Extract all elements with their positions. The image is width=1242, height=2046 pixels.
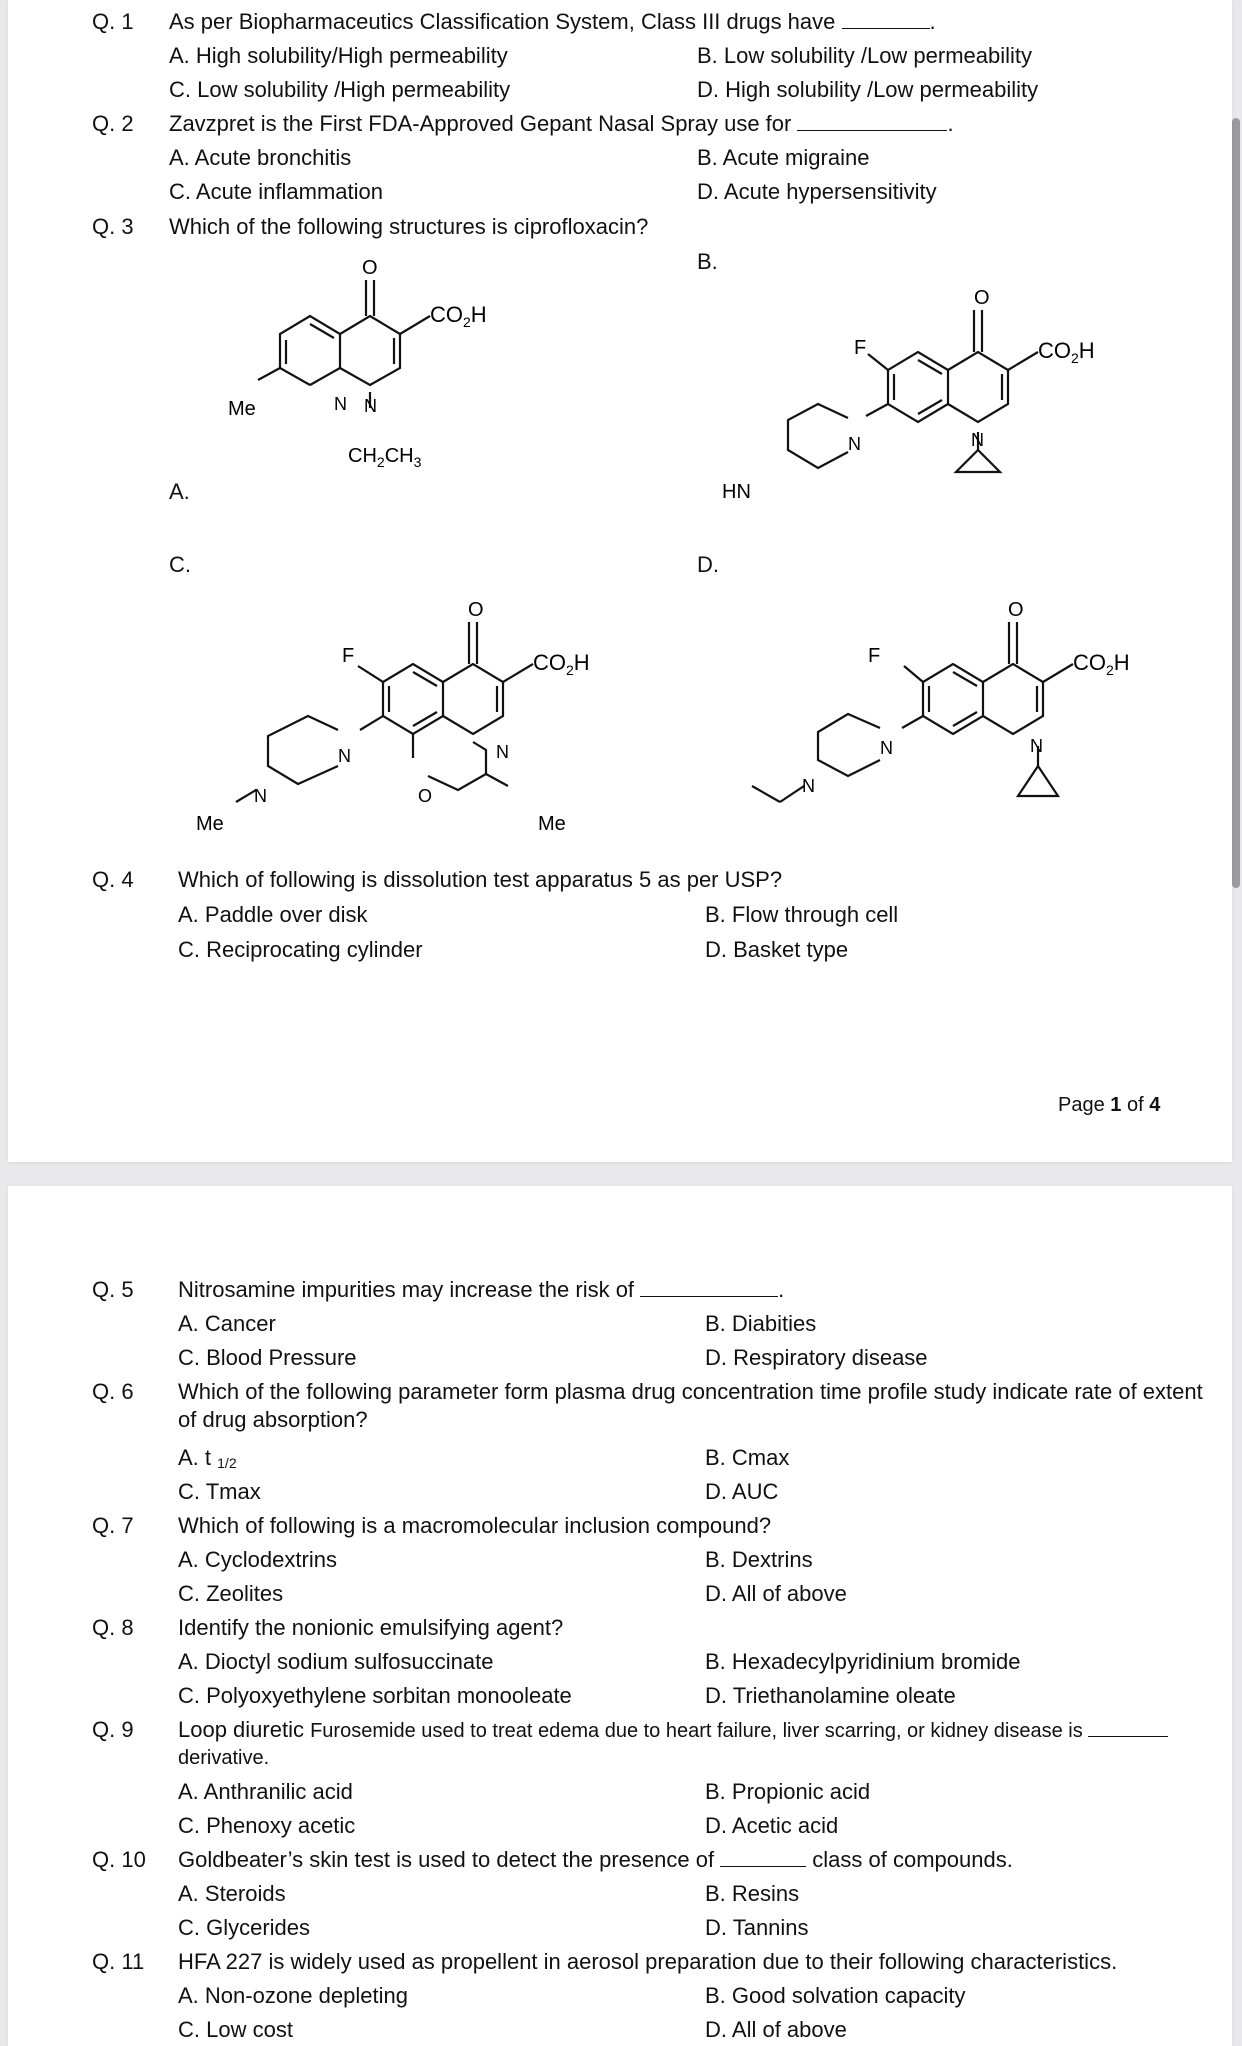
q6-option-a: A. t $_{1/2}$ — [178, 1445, 237, 1471]
q7-text: Which of following is a macromolecular inclusion compound? — [178, 1513, 772, 1538]
q4-option-d: D. Basket type — [705, 937, 849, 962]
q3-text: Which of the following structures is ciprofloxacin? — [169, 214, 649, 239]
b-fluorine: F — [854, 337, 867, 359]
q2-text: Zavzpret is the First FDA-Approved Gepant Nasal Spray use for . — [169, 111, 954, 136]
q10-option-b: B. Resins — [705, 1881, 800, 1906]
page-1 — [8, 0, 1232, 1162]
q10-option-d: D. Tannins — [705, 1915, 809, 1940]
q3-option-d-label: D. — [697, 552, 719, 577]
a-ethyl: $CH_2CH_3$ — [348, 445, 422, 470]
q10-option-c: C. Glycerides — [178, 1915, 311, 1940]
q2-option-b: B. Acute migraine — [697, 145, 870, 170]
q8-option-d: D. Triethanolamine oleate — [705, 1683, 956, 1708]
page-2 — [8, 1186, 1232, 2046]
q8-option-b: B. Hexadecylpyridinium bromide — [705, 1649, 1021, 1674]
q6-option-d: D. AUC — [705, 1479, 779, 1504]
q2-option-a: A. Acute bronchitis — [169, 145, 352, 170]
structure-b — [708, 280, 1148, 530]
structure-c — [178, 590, 678, 850]
q7-option-c: C. Zeolites — [178, 1581, 284, 1606]
a-n2: N — [364, 396, 377, 416]
b-co2h: $CO_2H$ — [1038, 338, 1095, 366]
q9-option-c: C. Phenoxy acetic — [178, 1813, 356, 1838]
q1-text: As per Biopharmaceutics Classification System, Class III drugs have . — [169, 9, 936, 34]
q4-option-c: C. Reciprocating cylinder — [178, 937, 423, 962]
q11-option-c: C. Low cost — [178, 2017, 293, 2042]
d-n2: N — [1030, 736, 1043, 756]
answer-blank — [797, 110, 947, 131]
c-fluorine: F — [342, 645, 355, 667]
q2-option-c: C. Acute inflammation — [169, 179, 383, 204]
c-ring-oxygen: O — [418, 786, 433, 806]
c-methyl-1: Me — [196, 813, 224, 835]
q8-option-c: C. Polyoxyethylene sorbitan monooleate — [178, 1683, 572, 1708]
q5-text: Nitrosamine impurities may increase the risk of . — [178, 1277, 785, 1302]
c-n2: N — [496, 742, 509, 762]
c-methyl-2: Me — [538, 813, 566, 835]
q1-option-a: A. High solubility/High permeability — [169, 43, 508, 68]
q3-option-a-label: A. — [169, 479, 190, 504]
q7-option-d: D. All of above — [705, 1581, 847, 1606]
q2-option-d: D. Acute hypersensitivity — [697, 179, 937, 204]
q11-option-a: A. Non-ozone depleting — [178, 1983, 408, 2008]
q8-option-a: A. Dioctyl sodium sulfosuccinate — [178, 1649, 494, 1674]
q9-number: Q. 9 — [92, 1717, 134, 1742]
q9-option-d: D. Acetic acid — [705, 1813, 839, 1838]
c-n3: N — [254, 786, 267, 806]
q4-number: Q. 4 — [92, 867, 134, 892]
a-methyl: Me — [228, 398, 256, 420]
q3-number: Q. 3 — [92, 214, 134, 239]
q8-text: Identify the nonionic emulsifying agent? — [178, 1615, 564, 1640]
answer-blank — [1088, 1716, 1168, 1737]
q5-option-d: D. Respiratory disease — [705, 1345, 928, 1370]
q8-number: Q. 8 — [92, 1615, 134, 1640]
d-n1: N — [880, 738, 893, 758]
q7-option-b: B. Dextrins — [705, 1547, 813, 1572]
a-n1: N — [334, 394, 347, 414]
q5-option-a: A. Cancer — [178, 1311, 276, 1336]
b-hn: HN — [722, 481, 751, 503]
q9-option-b: B. Propionic acid — [705, 1779, 871, 1804]
q5-option-c: C. Blood Pressure — [178, 1345, 357, 1370]
q9-text-line2: derivative. — [178, 1747, 270, 1769]
q11-text: HFA 227 is widely used as propellent in aerosol preparation due to their following characteristics. — [178, 1949, 1118, 1974]
c-co2h: $CO_2H$ — [533, 650, 590, 678]
q11-option-d: D. All of above — [705, 2017, 847, 2042]
structure-a — [218, 250, 578, 480]
c-oxygen: O — [468, 599, 484, 621]
q10-option-a: A. Steroids — [178, 1881, 286, 1906]
q6-text: Which of the following parameter form plasma drug concentration time profile study indicate rate of extent of drug absorption? — [178, 1379, 1203, 1432]
answer-blank — [640, 1276, 778, 1297]
a-co2h: $CO_2H$ — [430, 302, 487, 330]
q5-number: Q. 5 — [92, 1277, 134, 1302]
q1-option-b: B. Low solubility /Low permeability — [697, 43, 1033, 68]
d-fluorine: F — [868, 645, 881, 667]
q1-number: Q. 1 — [92, 9, 134, 34]
q6-number: Q. 6 — [92, 1379, 134, 1404]
q4-option-a: A. Paddle over disk — [178, 902, 368, 927]
q2-number: Q. 2 — [92, 111, 134, 136]
q6-option-c: C. Tmax — [178, 1479, 261, 1504]
q1-option-c: C. Low solubility /High permeability — [169, 77, 511, 102]
b-n2: N — [971, 430, 984, 450]
q4-text: Which of following is dissolution test apparatus 5 as per USP? — [178, 867, 783, 892]
q6-option-b: B. Cmax — [705, 1445, 790, 1470]
answer-blank — [720, 1846, 806, 1867]
b-oxygen: O — [974, 287, 990, 309]
answer-blank — [842, 8, 930, 29]
q10-text: Goldbeater’s skin test is used to detect the presence of class of compounds. — [178, 1847, 1013, 1872]
q5-option-b: B. Diabities — [705, 1311, 817, 1336]
q7-option-a: A. Cyclodextrins — [178, 1547, 337, 1572]
page-number: Page 1 of 4 — [1058, 1094, 1161, 1116]
b-n1: N — [848, 434, 861, 454]
structure-d — [708, 590, 1188, 850]
q3-option-c-label: C. — [169, 552, 191, 577]
d-n3: N — [802, 776, 815, 796]
scrollbar[interactable] — [1232, 118, 1240, 888]
d-co2h: $CO_2H$ — [1073, 650, 1130, 678]
q3-option-b-label: B. — [697, 249, 718, 274]
q9-text: Loop diuretic Furosemide used to treat edema due to heart failure, liver scarring, or kidney disease is — [178, 1716, 1168, 1745]
c-n1: N — [338, 746, 351, 766]
q9-option-a: A. Anthranilic acid — [178, 1779, 353, 1804]
q11-option-b: B. Good solvation capacity — [705, 1983, 966, 2008]
q7-number: Q. 7 — [92, 1513, 134, 1538]
a-oxygen: O — [362, 257, 378, 279]
q11-number: Q. 11 — [92, 1949, 145, 1974]
d-oxygen: O — [1008, 599, 1024, 621]
q4-option-b: B. Flow through cell — [705, 902, 899, 927]
q10-number: Q. 10 — [92, 1847, 146, 1872]
q1-option-d: D. High solubility /Low permeability — [697, 77, 1039, 102]
